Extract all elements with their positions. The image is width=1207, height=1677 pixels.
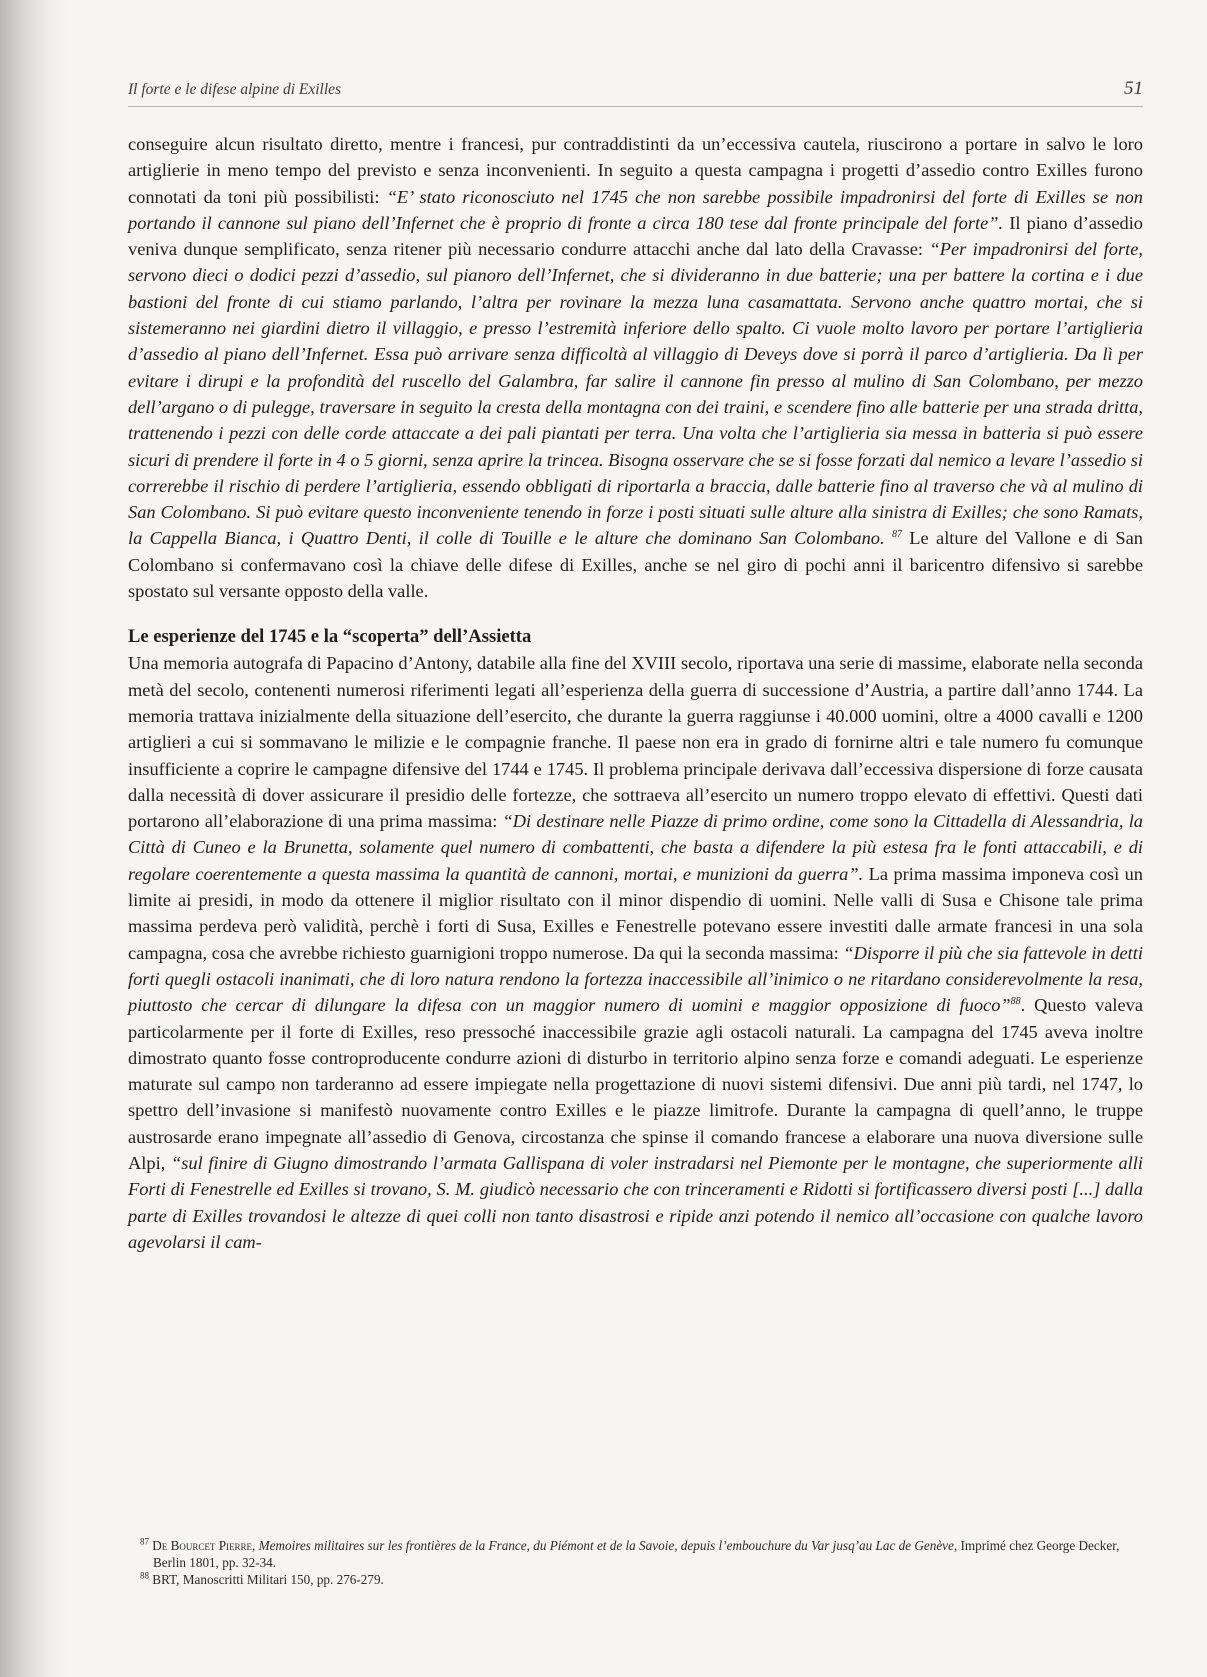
- paragraph-text: conseguire alcun risultato diretto, mentre i francesi, pur contraddistinti da un’eccessiva cautela, riuscirono a portare in salvo le loro artiglierie in meno tempo del previsto e senza inconvenienti. In seguito a questa campagna i progetti d’assedio contro Exilles furono connotati da toni più possibilisti:: [128, 134, 1143, 207]
- paragraph-text: Il piano d’assedio veniva dunque semplificato, senza ritener più necessario condurre attacchi anche dal lato della Cravasse:: [128, 212, 1144, 260]
- footnotes: [140, 1537, 1143, 1588]
- quotation: “sul finire di Giugno dimostrando l’armata Gallispana di voler instradarsi nel Piemonte per le montagne, che superiormente alli Forti di Fenestrelle ed Exilles si trovano, S. M. giudicò necessario che con trinceramenti e Ridotti si fortificassero diversi posti [...] dalla parte di Exilles trovandosi le altezze di quei colli non tanto disastrosi e ripide anzi potendo il nemico all’occasione con qualche lavoro agevolarsi il cam-: [128, 1152, 1143, 1252]
- quotation: “Per impadronirsi del forte, servono dieci o dodici pezzi d’assedio, sul pianoro dell’Infernet, che si divideranno in due batterie; una per battere la cortina e i due bastioni del fronte di cui stiamo parlando, l’altra per rovinare la mezza luna casamattata. Servono anche quattro mortai, che si sistemeranno nei giardini dietro il villaggio, e presso l’estremità inferiore dello spalto. Ci vuole molto lavoro per portare l’artiglieria d’assedio al piano dell’Infernet. Essa può arrivare senza difficoltà al villaggio di Deveys dove si porrà il parco d’artiglieria. Da lì per evitare i dirupi e la profondità del ruscello del Galambra, far salire il cannone fin presso al mulino di San Colombano, per mezzo dell’argano o di pulegge, traversare in seguito la cresta della montagna con dei traini, e scendere fino alle batterie per una strada dritta, trattenendo i pezzi con delle corde attaccate a dei pali piantati per terra. Una volta che l’artiglieria sia messa in batteria si può essere sicuri di prendere il forte in 4 o 5 giorni, senza aprire la trincea. Bisogna osservare che se si fosse forzati dal nemico a levare l’assedio si correrebbe il rischio di perdere l’artiglieria, essendo obbligati di riportarla a braccia, dalle batterie fino al traverso che và al mulino di San Colombano. Si può evitare questo inconveniente tenendo in forze i posti situati sulle alture alla sinistra di Exilles; che sono Ramats, la Cappella Bianca, i Quattro Denti, il colle di Touille e le alture che dominano San Colombano.: [128, 239, 1144, 549]
- page-number: 51: [1124, 78, 1143, 99]
- running-head-title: Il forte e le difese alpine di Exilles: [128, 81, 342, 98]
- footnote: $^{87}$ De Bourcet Pierre, Memoires militaires sur les frontières de la France, du Piémont et de la Savoie, depuis l’embouchure du Var jusq’au Lac de Genève, Imprimé chez George Decker, Berlin 1801, pp. 32-34.: [140, 1536, 1120, 1570]
- running-head: [128, 78, 1143, 107]
- footnote-text: , Imprimé chez George Decker, Berlin 1801, pp. 32-34.: [153, 1538, 1120, 1570]
- footnote-number: 88: [140, 1570, 149, 1581]
- body-text: [128, 131, 1143, 1255]
- footnote-reference: 88: [1010, 996, 1021, 1008]
- book-page: [128, 78, 1143, 1255]
- footnote: [140, 1571, 1143, 1588]
- quotation: “Disporre il più che sia fattevole in detti forti quegli ostacoli inanimati, che di loro natura rendono la fortezza inaccessibile all’inimico o ne ritardano considerevolmente la resa, piuttosto che cercar di dilungare la difesa con un maggior numero di uomini e maggior opposizione di fuoco”: [128, 942, 1143, 1016]
- paragraph-text: Una memoria autografa di Papacino d’Antony, databile alla fine del XVIII secolo, riportava una serie di massime, elaborate nella seconda metà del secolo, contenenti numerosi riferimenti legati all’esperienza della guerra di successione d’Austria, a partire dall’anno 1744. La memoria trattava inizialmente della situazione dell’esercito, che durante la guerra raggiunse i 40.000 uomini, oltre a 4000 cavalli e 1200 artiglieri a cui si sommavano le milizie e le compagnie franche. Il paese non era in grado di fornirne altri e tale numero fu comunque insufficiente a coprire le campagne difensive del 1744 e 1745. Il problema principale derivava dall’eccessiva dispersione di forze causata dalla necessità di dover assicurare il presidio delle fortezze, che sottraeva all’esercito un numero troppo elevato di effettivi. Questi dati portarono all’elaborazione di una prima massima:: [128, 653, 1143, 832]
- section-heading: Le esperienze del 1745 e la “scoperta” dell’Assietta: [128, 626, 532, 648]
- book-gutter-shadow: [0, 0, 70, 1677]
- footnote-reference: 87: [891, 529, 902, 541]
- footnote-author: De Bourcet Pierre: [152, 1538, 253, 1553]
- paragraph: [128, 650, 1143, 1255]
- quotation: “E’ stato riconosciuto nel 1745 che non sarebbe possibile impadronirsi del forte di Exilles se non portando il cannone sul piano dell’Infernet che è proprio di fronte a circa 180 tese dal fronte principale del forte”.: [128, 186, 1143, 233]
- paragraph-text: La prima massima imponeva così un limite ai presidi, in modo da ottenere il miglior risultato con il minor dispendio di uomini. Nelle valli di Susa e Chisone tale prima massima perdeva però validità, perchè i forti di Susa, Exilles e Fenestrelle potevano essere investiti dalle armate francesi in una sola campagna, cosa che avrebbe richiesto guarnigioni troppo numerose. Da qui la seconda massima:: [128, 863, 1143, 963]
- paragraph-text: . Questo valeva particolarmente per il forte di Exilles, reso pressoché inaccessibile grazie agli ostacoli naturali. La campagna del 1745 aveva inoltre dimostrato quanto fosse controproducente condurre azioni di disturbo in territorio alpino senza forze e comandi adeguati. Le esperienze maturate sul campo non tarderanno ad essere impiegate nella progettazione di nuovi sistemi difensivi. Due anni più tardi, nel 1747, lo spettro dell’invasione si manifestò nuovamente contro Exilles e le piazze limitrofe. Durante la campagna di quell’anno, le truppe austrosarde erano impegnate all’assedio di Genova, circostanza che spinse il comando francese a elaborare una nuova diversione sulle Alpi,: [128, 995, 1143, 1173]
- paragraph: [128, 131, 1143, 604]
- paragraph-text: Le alture del Vallone e di San Colombano si confermavano così la chiave delle difese di Exilles, anche se nel giro di pochi anni il baricentro difensivo si sarebbe spostato sul versante opposto della valle.: [128, 528, 1143, 602]
- quotation: “Di destinare nelle Piazze di primo ordine, come sono la Cittadella di Alessandria, la Città di Cuneo e la Brunetta, solamente quel numero di combattenti, che basta a difendere la più estesa fra le fonti attaccabili, e di regolare coerentemente a questa massima la quantità de cannoni, mortai, e munizioni da guerra”.: [128, 811, 1143, 884]
- footnote-number: 87: [140, 1536, 149, 1547]
- footnote-text: BRT, Manoscritti Militari 150, pp. 276-279.: [152, 1572, 384, 1587]
- footnote-title: Memoires militaires sur les frontières de la France, du Piémont et de la Savoie, depuis l’embouchure du Var jusq’au Lac de Genève: [258, 1538, 954, 1553]
